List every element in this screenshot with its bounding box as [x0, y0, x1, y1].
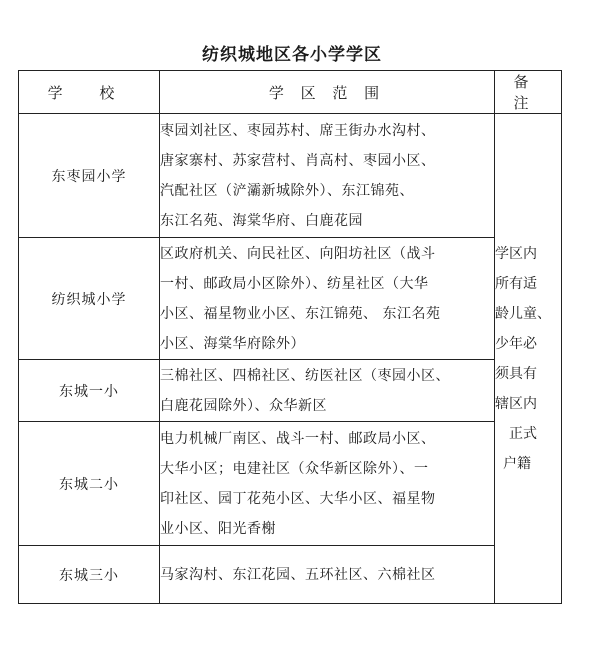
- note-line: 龄儿童、: [495, 305, 551, 322]
- school-name: 东城一小: [19, 360, 160, 422]
- note-line: 所有适: [495, 275, 537, 292]
- scope-line: 电力机械厂南区、战斗一村、邮政局小区、: [160, 430, 436, 447]
- school-district-table: [18, 70, 562, 604]
- table-row: [19, 360, 562, 422]
- district-scope: [160, 114, 495, 238]
- header-scope: 学 区 范 围: [160, 71, 495, 114]
- scope-line: 唐家寨村、苏家营村、肖高村、枣园小区、: [160, 152, 436, 169]
- note-line: 须具有: [495, 365, 537, 382]
- scope-line: 白鹿花园除外）、众华新区: [160, 397, 327, 414]
- note-line: 户籍: [503, 455, 531, 472]
- note-line: 辖区内: [495, 395, 537, 412]
- note-line: 正式: [509, 425, 537, 442]
- scope-line: 小区、福星物业小区、东江锦苑、 东江名苑: [160, 305, 441, 322]
- district-scope: [160, 238, 495, 360]
- scope-line: 马家沟村、东江花园、五环社区、六棉社区: [160, 566, 436, 583]
- scope-line: 小区、海棠华府除外）: [160, 335, 305, 352]
- school-name: 东枣园小学: [19, 114, 160, 238]
- table-row: [19, 422, 562, 546]
- district-scope: [160, 422, 495, 546]
- district-scope: [160, 360, 495, 422]
- school-name: 东城三小: [19, 546, 160, 604]
- table-row: [19, 114, 562, 238]
- district-scope: [160, 546, 495, 604]
- note-line: 少年必: [495, 335, 537, 352]
- scope-line: 三棉社区、四棉社区、纺医社区（枣园小区、: [160, 367, 450, 384]
- note-cell: [495, 114, 562, 604]
- note-line: 学区内: [495, 245, 537, 262]
- scope-line: 枣园刘社区、枣园苏村、席王街办水沟村、: [160, 122, 436, 139]
- scope-line: 业小区、阳光香榭: [160, 520, 276, 537]
- scope-line: 印社区、园丁花苑小区、大华小区、福星物: [160, 490, 436, 507]
- school-name: 东城二小: [19, 422, 160, 546]
- page-title: 纺织城地区各小学学区: [202, 45, 382, 65]
- table-row: [19, 546, 562, 604]
- school-name: 纺织城小学: [19, 238, 160, 360]
- header-note: 备 注: [495, 71, 562, 114]
- scope-line: 汽配社区（浐灞新城除外）、东江锦苑、: [160, 182, 414, 199]
- scope-line: 区政府机关、向民社区、向阳坊社区（战斗: [160, 245, 436, 262]
- header-school: 学 校: [19, 71, 160, 114]
- scope-line: 东江名苑、海棠华府、白鹿花园: [160, 212, 363, 229]
- table-row: [19, 238, 562, 360]
- table-header-row: [19, 71, 562, 114]
- scope-line: 一村、邮政局小区除外）、纺星社区（大华: [160, 275, 429, 292]
- scope-line: 大华小区；电建社区（众华新区除外）、一: [160, 460, 429, 477]
